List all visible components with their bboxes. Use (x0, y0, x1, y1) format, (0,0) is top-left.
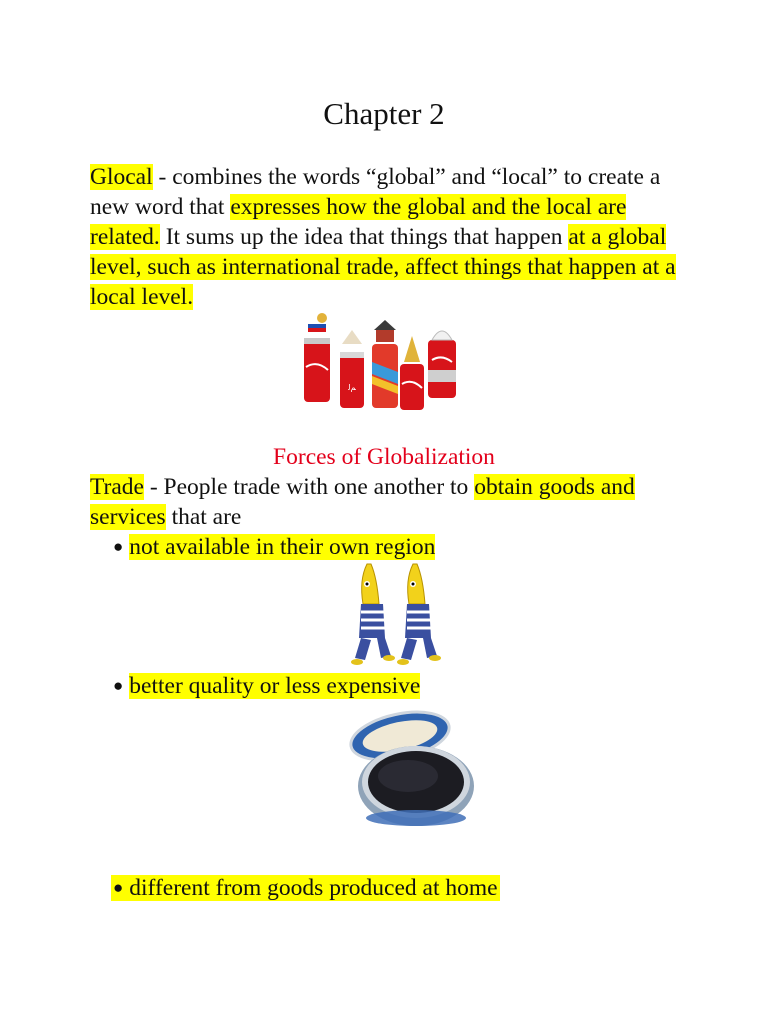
glocal-term: Glocal (90, 164, 153, 190)
glocal-highlight-1: expresses how the global and the local are related. (90, 194, 627, 250)
trade-term: Trade (90, 474, 144, 500)
trade-text-1: - People trade with one another to (143, 474, 475, 500)
bullet-icon: ● (113, 878, 124, 897)
glocal-definition (90, 162, 690, 312)
glocal-text-2: It sums up the idea that things that happen (159, 224, 569, 250)
bullet-icon: ● (113, 676, 124, 695)
bullet-text: different from goods produced at home (129, 875, 498, 901)
bullet-icon: ● (113, 537, 124, 556)
bananas-in-pyjamas-image (337, 560, 452, 668)
trade-text-2: that are (165, 504, 242, 530)
bullet-text: better quality or less expensive (129, 673, 421, 699)
svg-text:ﻢﻟ: ﻢﻟ (348, 383, 356, 392)
caviar-tin-image (338, 706, 483, 836)
bullet-text: not available in their own region (129, 534, 436, 560)
glocal-highlight-2: at a global level, such as international trade, affect things that happen at a local level. (90, 224, 676, 310)
list-item (113, 873, 500, 903)
trade-definition (90, 472, 690, 532)
list-item (113, 532, 435, 562)
forces-heading: Forces of Globalization (273, 444, 495, 470)
glocal-text-1: - combines the words “global” and “local” to create a new word that (90, 164, 661, 220)
page-title: Chapter 2 (323, 96, 445, 131)
coca-cola-cans-image (282, 312, 482, 412)
trade-highlight: obtain goods and services (90, 474, 635, 530)
list-item (113, 671, 420, 701)
